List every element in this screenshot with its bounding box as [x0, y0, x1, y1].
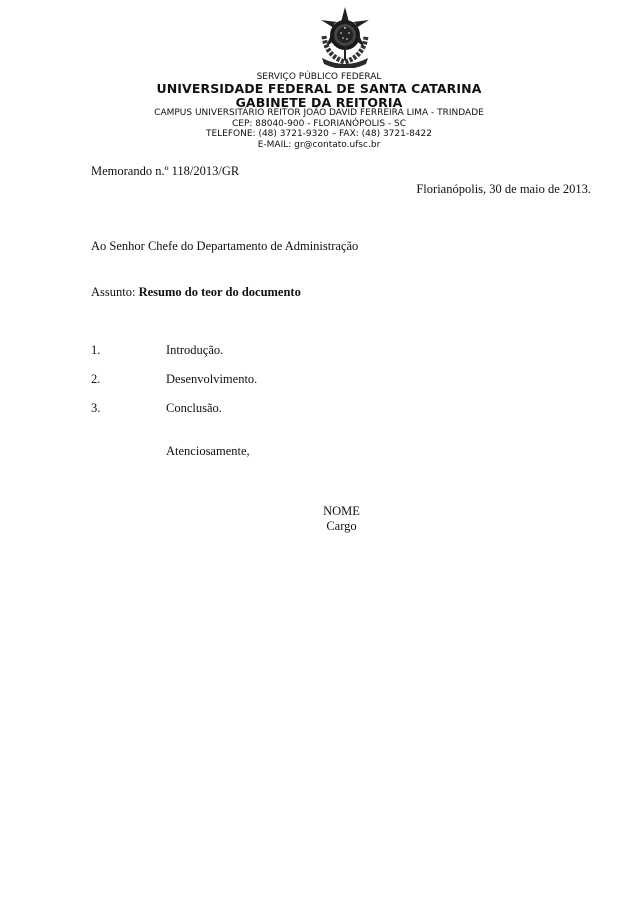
- list-item-text: Introdução.: [166, 343, 224, 357]
- list-item-number: 2.: [91, 372, 101, 386]
- campus-address: CAMPUS UNIVERSITÁRIO REITOR JOÃO DAVID FERREIRA LIMA - TRINDADE: [154, 108, 484, 118]
- subject-value: Resumo do teor do documento: [138, 285, 301, 299]
- email-line: E-MAIL: gr@contato.ufsc.br: [257, 140, 381, 150]
- list-item-text: Desenvolvimento.: [166, 372, 258, 386]
- memo-subject: [91, 285, 301, 300]
- list-item-number: 3.: [91, 401, 101, 415]
- university-name: UNIVERSIDADE FEDERAL DE SANTA CATARINA: [156, 81, 482, 96]
- memo-recipient: Ao Senhor Chefe do Departamento de Administração: [91, 239, 359, 253]
- memo-number: Memorando n.º 118/2013/GR: [91, 164, 240, 178]
- coat-of-arms-icon: [316, 6, 374, 68]
- service-line: SERVIÇO PÚBLICO FEDERAL: [256, 72, 382, 82]
- signer-name: NOME: [323, 504, 360, 518]
- office-name: GABINETE DA REITORIA: [235, 95, 403, 110]
- subject-label: Assunto:: [91, 285, 136, 299]
- list-item-number: 1.: [91, 343, 101, 357]
- signer-role: Cargo: [326, 519, 357, 533]
- closing-salutation: Atenciosamente,: [166, 444, 250, 458]
- memo-date: Florianópolis, 30 de maio de 2013.: [416, 182, 591, 196]
- cep-line: CEP: 88040-900 - FLORIANÓPOLIS - SC: [231, 119, 406, 129]
- phone-line: TELEFONE: (48) 3721-9320 – FAX: (48) 3721-8422: [205, 129, 433, 139]
- list-item-text: Conclusão.: [166, 401, 222, 415]
